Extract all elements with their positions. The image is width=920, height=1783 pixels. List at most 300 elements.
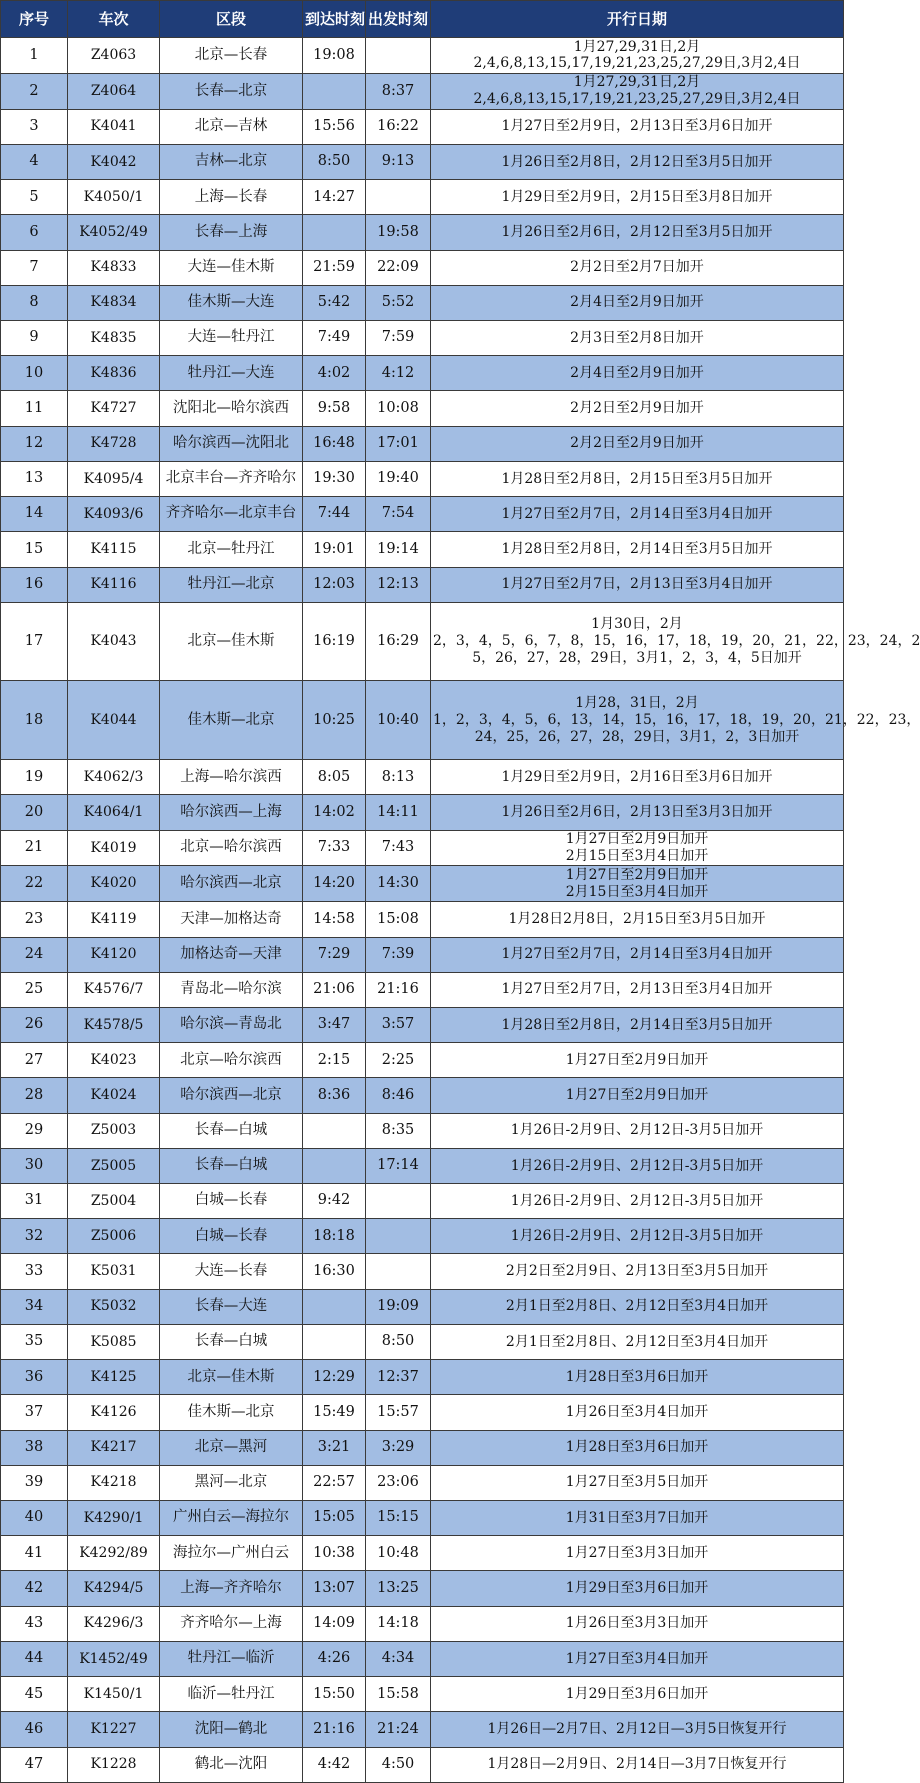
route: 鹤北—沈阳	[160, 1747, 303, 1782]
route: 长春—白城	[160, 1324, 303, 1359]
route: 上海—哈尔滨西	[160, 760, 303, 795]
table-row	[1, 1360, 844, 1395]
header-arrival: 到达时刻	[303, 1, 366, 38]
route: 北京—哈尔滨西	[160, 1043, 303, 1078]
arrival-time	[303, 73, 366, 109]
date-line: 1月27日至2月7日，2月13日至3月4日加开	[501, 981, 773, 998]
arrival-time: 22:57	[303, 1465, 366, 1500]
arrival-time: 8:05	[303, 760, 366, 795]
table-row	[1, 1747, 844, 1782]
table-row	[1, 320, 844, 355]
row-number: 20	[1, 795, 68, 830]
arrival-time: 3:47	[303, 1007, 366, 1042]
row-number: 10	[1, 356, 68, 391]
table-row	[1, 1501, 844, 1536]
train-number: K4834	[68, 285, 160, 320]
row-number: 40	[1, 1501, 68, 1536]
row-number: 43	[1, 1606, 68, 1641]
date-line: 2月2日至2月9日、2月13日至3月5日加开	[505, 1263, 769, 1280]
date-line: 1月27,29,31日,2月	[573, 74, 701, 91]
operating-dates	[431, 937, 844, 972]
row-number: 34	[1, 1289, 68, 1324]
row-number: 37	[1, 1395, 68, 1430]
route: 齐齐哈尔—北京丰台	[160, 497, 303, 532]
table-row	[1, 1184, 844, 1219]
date-line: 1月29日至2月9日，2月15日至3月8日加开	[501, 188, 773, 205]
train-number: K4050/1	[68, 180, 160, 215]
arrival-time: 16:48	[303, 426, 366, 461]
table-row	[1, 1395, 844, 1430]
row-number: 31	[1, 1184, 68, 1219]
departure-time: 7:59	[366, 320, 431, 355]
table-row	[1, 1219, 844, 1254]
train-number: K5032	[68, 1289, 160, 1324]
departure-time: 8:37	[366, 73, 431, 109]
row-number: 22	[1, 866, 68, 902]
train-number: Z4063	[68, 38, 160, 74]
table-row	[1, 567, 844, 602]
row-number: 38	[1, 1430, 68, 1465]
departure-time: 2:25	[366, 1043, 431, 1078]
departure-time: 7:39	[366, 937, 431, 972]
operating-dates	[431, 1078, 844, 1113]
arrival-time: 4:02	[303, 356, 366, 391]
operating-dates	[431, 1712, 844, 1747]
train-number: K4064/1	[68, 795, 160, 830]
operating-dates	[431, 285, 844, 320]
departure-time: 4:50	[366, 1747, 431, 1782]
operating-dates	[431, 215, 844, 250]
row-number: 18	[1, 681, 68, 760]
train-number: K4024	[68, 1078, 160, 1113]
date-line: 1月28日至2月8日，2月14日至3月5日加开	[501, 540, 773, 557]
arrival-time: 14:09	[303, 1606, 366, 1641]
train-number: K1452/49	[68, 1641, 160, 1676]
operating-dates	[431, 902, 844, 937]
operating-dates	[431, 1747, 844, 1782]
departure-time: 8:46	[366, 1078, 431, 1113]
arrival-time: 19:08	[303, 38, 366, 74]
header-row	[1, 1, 844, 38]
route: 长春—大连	[160, 1289, 303, 1324]
date-line: 1月26日—2月7日、2月12日—3月5日恢复开行	[487, 1721, 787, 1738]
route: 哈尔滨西—北京	[160, 866, 303, 902]
date-line: 1，2，3，4，5，6，13，14，15，16，17，18，19，20，21，22，23，	[433, 711, 920, 728]
train-number: K4294/5	[68, 1571, 160, 1606]
date-line: 1月28，31日，2月	[575, 695, 699, 712]
row-number: 42	[1, 1571, 68, 1606]
arrival-time: 9:42	[303, 1184, 366, 1219]
departure-time: 7:54	[366, 497, 431, 532]
arrival-time: 15:56	[303, 109, 366, 144]
header-no: 序号	[1, 1, 68, 38]
departure-time: 5:52	[366, 285, 431, 320]
operating-dates	[431, 1677, 844, 1712]
departure-time: 21:24	[366, 1712, 431, 1747]
operating-dates	[431, 109, 844, 144]
date-line: 1月26日至3月4日加开	[565, 1404, 709, 1421]
arrival-time: 15:50	[303, 1677, 366, 1712]
table-row	[1, 38, 844, 74]
row-number: 16	[1, 567, 68, 602]
train-number: K4119	[68, 902, 160, 937]
train-number: K4835	[68, 320, 160, 355]
route: 北京—牡丹江	[160, 532, 303, 567]
table-row	[1, 902, 844, 937]
operating-dates	[431, 567, 844, 602]
arrival-time: 4:42	[303, 1747, 366, 1782]
route: 牡丹江—临沂	[160, 1641, 303, 1676]
operating-dates	[431, 180, 844, 215]
train-number: K4125	[68, 1360, 160, 1395]
date-line: 1月26日至2月8日，2月12日至3月5日加开	[501, 153, 773, 170]
row-number: 2	[1, 73, 68, 109]
route: 北京—佳木斯	[160, 1360, 303, 1395]
date-line: 2，3，4，5，6，7，8，15，16，17，18，19，20，21，22，23，24，2	[433, 633, 920, 650]
train-number: Z4064	[68, 73, 160, 109]
arrival-time: 14:27	[303, 180, 366, 215]
arrival-time: 7:33	[303, 830, 366, 866]
operating-dates	[431, 1148, 844, 1183]
route: 青岛北—哈尔滨	[160, 972, 303, 1007]
table-row	[1, 1148, 844, 1183]
departure-time: 17:01	[366, 426, 431, 461]
train-number: K5085	[68, 1324, 160, 1359]
operating-dates	[431, 1606, 844, 1641]
table-row	[1, 1007, 844, 1042]
date-line: 2月2日至2月7日加开	[570, 259, 704, 276]
date-line: 1月26日-2月9日、2月12日-3月5日加开	[510, 1122, 764, 1139]
operating-dates	[431, 532, 844, 567]
row-number: 7	[1, 250, 68, 285]
departure-time: 10:48	[366, 1536, 431, 1571]
route: 佳木斯—北京	[160, 681, 303, 760]
departure-time: 4:12	[366, 356, 431, 391]
table-row	[1, 1430, 844, 1465]
train-number: K1450/1	[68, 1677, 160, 1712]
row-number: 8	[1, 285, 68, 320]
operating-dates	[431, 144, 844, 179]
train-number: K4095/4	[68, 461, 160, 496]
train-number: Z5006	[68, 1219, 160, 1254]
date-line: 1月28日至3月6日加开	[565, 1368, 709, 1385]
row-number: 23	[1, 902, 68, 937]
row-number: 35	[1, 1324, 68, 1359]
operating-dates	[431, 1641, 844, 1676]
date-line: 2月4日至2月9日加开	[570, 364, 704, 381]
table-row	[1, 1113, 844, 1148]
departure-time: 8:35	[366, 1113, 431, 1148]
train-number: K1227	[68, 1712, 160, 1747]
table-row	[1, 1712, 844, 1747]
departure-time: 14:18	[366, 1606, 431, 1641]
row-number: 39	[1, 1465, 68, 1500]
row-number: 4	[1, 144, 68, 179]
arrival-time: 10:38	[303, 1536, 366, 1571]
date-line: 2,4,6,8,13,15,17,19,21,23,25,27,29日,3月2,4日	[473, 91, 801, 108]
route: 北京—哈尔滨西	[160, 830, 303, 866]
table-row	[1, 1536, 844, 1571]
operating-dates	[431, 830, 844, 866]
train-number: K4296/3	[68, 1606, 160, 1641]
train-number: K4120	[68, 937, 160, 972]
operating-dates	[431, 356, 844, 391]
date-line: 1月27日至2月9日加开	[565, 1051, 709, 1068]
departure-time: 7:43	[366, 830, 431, 866]
arrival-time	[303, 1113, 366, 1148]
table-row	[1, 795, 844, 830]
operating-dates	[431, 1465, 844, 1500]
operating-dates	[431, 1043, 844, 1078]
arrival-time: 15:05	[303, 1501, 366, 1536]
departure-time	[366, 180, 431, 215]
header-departure: 出发时刻	[366, 1, 431, 38]
train-number: K4290/1	[68, 1501, 160, 1536]
row-number: 29	[1, 1113, 68, 1148]
date-line: 1月27日至2月9日加开	[565, 1087, 709, 1104]
date-line: 1月26日-2月9日、2月12日-3月5日加开	[510, 1192, 764, 1209]
date-line: 1月27日至2月9日，2月13日至3月6日加开	[501, 118, 773, 135]
operating-dates	[431, 972, 844, 1007]
route: 临沂—牡丹江	[160, 1677, 303, 1712]
operating-dates	[431, 1254, 844, 1289]
operating-dates	[431, 760, 844, 795]
table-row	[1, 1043, 844, 1078]
table-row	[1, 180, 844, 215]
operating-dates	[431, 426, 844, 461]
train-number: K4023	[68, 1043, 160, 1078]
arrival-time: 19:01	[303, 532, 366, 567]
departure-time: 8:50	[366, 1324, 431, 1359]
arrival-time: 8:36	[303, 1078, 366, 1113]
row-number: 44	[1, 1641, 68, 1676]
arrival-time: 12:29	[303, 1360, 366, 1395]
table-row	[1, 1078, 844, 1113]
row-number: 26	[1, 1007, 68, 1042]
table-row	[1, 760, 844, 795]
departure-time: 16:22	[366, 109, 431, 144]
table-row	[1, 250, 844, 285]
route: 长春—上海	[160, 215, 303, 250]
table-row	[1, 1641, 844, 1676]
row-number: 6	[1, 215, 68, 250]
date-line: 1月27日至3月5日加开	[565, 1474, 709, 1491]
date-line: 1月28日至2月8日，2月14日至3月5日加开	[501, 1016, 773, 1033]
departure-time: 19:40	[366, 461, 431, 496]
arrival-time: 18:18	[303, 1219, 366, 1254]
departure-time	[366, 1184, 431, 1219]
operating-dates	[431, 795, 844, 830]
route: 上海—长春	[160, 180, 303, 215]
operating-dates	[431, 1395, 844, 1430]
arrival-time: 7:49	[303, 320, 366, 355]
row-number: 25	[1, 972, 68, 1007]
operating-dates	[431, 1007, 844, 1042]
departure-time: 4:34	[366, 1641, 431, 1676]
train-number: K4044	[68, 681, 160, 760]
train-number: K4728	[68, 426, 160, 461]
date-line: 2月4日至2月9日加开	[570, 294, 704, 311]
departure-time: 3:29	[366, 1430, 431, 1465]
train-number: K4043	[68, 602, 160, 681]
operating-dates	[431, 73, 844, 109]
route: 广州白云—海拉尔	[160, 1501, 303, 1536]
train-number: K5031	[68, 1254, 160, 1289]
row-number: 28	[1, 1078, 68, 1113]
date-line: 2月1日至2月8日、2月12日至3月4日加开	[505, 1298, 769, 1315]
route: 北京丰台—齐齐哈尔	[160, 461, 303, 496]
route: 上海—齐齐哈尔	[160, 1571, 303, 1606]
departure-time: 8:13	[366, 760, 431, 795]
row-number: 11	[1, 391, 68, 426]
table-body	[1, 38, 920, 1783]
route: 哈尔滨西—北京	[160, 1078, 303, 1113]
row-number: 19	[1, 760, 68, 795]
date-line: 1月29日至3月6日加开	[565, 1685, 709, 1702]
arrival-time: 21:06	[303, 972, 366, 1007]
date-line: 1月28日2月8日，2月15日至3月5日加开	[508, 910, 766, 927]
arrival-time	[303, 1148, 366, 1183]
arrival-time: 5:42	[303, 285, 366, 320]
route: 长春—北京	[160, 73, 303, 109]
date-line: 1月27日至2月7日，2月13日至3月4日加开	[501, 576, 773, 593]
date-line: 2月3日至2月8日加开	[570, 329, 704, 346]
departure-time: 21:16	[366, 972, 431, 1007]
date-line: 1月28日—2月9日、2月14日—3月7日恢复开行	[487, 1756, 787, 1773]
arrival-time: 21:16	[303, 1712, 366, 1747]
arrival-time: 10:25	[303, 681, 366, 760]
route: 白城—长春	[160, 1219, 303, 1254]
row-number: 32	[1, 1219, 68, 1254]
date-line: 1月27日至3月4日加开	[565, 1650, 709, 1667]
operating-dates	[431, 602, 920, 681]
table-row	[1, 356, 844, 391]
departure-time: 23:06	[366, 1465, 431, 1500]
route: 海拉尔—广州白云	[160, 1536, 303, 1571]
route: 长春—白城	[160, 1148, 303, 1183]
row-number: 5	[1, 180, 68, 215]
departure-time: 12:13	[366, 567, 431, 602]
train-number: Z5003	[68, 1113, 160, 1148]
row-number: 1	[1, 38, 68, 74]
route: 天津—加格达奇	[160, 902, 303, 937]
departure-time: 15:15	[366, 1501, 431, 1536]
departure-time: 12:37	[366, 1360, 431, 1395]
arrival-time: 13:07	[303, 1571, 366, 1606]
arrival-time: 8:50	[303, 144, 366, 179]
date-line: 2月15日至3月4日加开	[565, 883, 709, 900]
arrival-time: 4:26	[303, 1641, 366, 1676]
departure-time: 15:58	[366, 1677, 431, 1712]
date-line: 5，26，27，28，29日，3月1，2，3，4，5日加开	[472, 649, 802, 666]
row-number: 3	[1, 109, 68, 144]
route: 牡丹江—大连	[160, 356, 303, 391]
arrival-time: 16:19	[303, 602, 366, 681]
route: 大连—牡丹江	[160, 320, 303, 355]
table-row	[1, 215, 844, 250]
train-number: K4093/6	[68, 497, 160, 532]
table-row	[1, 391, 844, 426]
table-row	[1, 1324, 844, 1359]
train-number: K4116	[68, 567, 160, 602]
table-row	[1, 1289, 844, 1324]
arrival-time: 16:30	[303, 1254, 366, 1289]
operating-dates	[431, 1184, 844, 1219]
row-number: 36	[1, 1360, 68, 1395]
train-number: K4218	[68, 1465, 160, 1500]
departure-time: 10:40	[366, 681, 431, 760]
departure-time: 14:11	[366, 795, 431, 830]
row-number: 27	[1, 1043, 68, 1078]
operating-dates	[431, 681, 920, 760]
operating-dates	[431, 1289, 844, 1324]
arrival-time: 15:49	[303, 1395, 366, 1430]
table-row	[1, 1254, 844, 1289]
route: 哈尔滨西—上海	[160, 795, 303, 830]
date-line: 2,4,6,8,13,15,17,19,21,23,25,27,29日,3月2,4日	[473, 55, 801, 72]
arrival-time	[303, 215, 366, 250]
operating-dates	[431, 1571, 844, 1606]
date-line: 1月26日-2月9日、2月12日-3月5日加开	[510, 1227, 764, 1244]
train-number: K4042	[68, 144, 160, 179]
header-route: 区段	[160, 1, 303, 38]
departure-time: 3:57	[366, 1007, 431, 1042]
operating-dates	[431, 461, 844, 496]
date-line: 1月26日-2月9日、2月12日-3月5日加开	[510, 1157, 764, 1174]
departure-time: 15:57	[366, 1395, 431, 1430]
arrival-time	[303, 1324, 366, 1359]
train-number: K4115	[68, 532, 160, 567]
train-number: K1228	[68, 1747, 160, 1782]
date-line: 1月29日至3月6日加开	[565, 1580, 709, 1597]
operating-dates	[431, 1430, 844, 1465]
date-line: 1月27日至2月7日，2月14日至3月4日加开	[501, 946, 773, 963]
train-number: K4052/49	[68, 215, 160, 250]
table-row	[1, 285, 844, 320]
train-number: Z5005	[68, 1148, 160, 1183]
table-row	[1, 937, 844, 972]
operating-dates	[431, 1324, 844, 1359]
train-number: K4126	[68, 1395, 160, 1430]
route: 齐齐哈尔—上海	[160, 1606, 303, 1641]
row-number: 9	[1, 320, 68, 355]
operating-dates	[431, 320, 844, 355]
row-number: 13	[1, 461, 68, 496]
train-number: K4041	[68, 109, 160, 144]
departure-time	[366, 1254, 431, 1289]
date-line: 1月28日至2月8日，2月15日至3月5日加开	[501, 470, 773, 487]
operating-dates	[431, 866, 844, 902]
operating-dates	[431, 497, 844, 532]
route: 沈阳—鹤北	[160, 1712, 303, 1747]
train-number: K4019	[68, 830, 160, 866]
route: 牡丹江—北京	[160, 567, 303, 602]
row-number: 17	[1, 602, 68, 681]
table-row	[1, 73, 844, 109]
row-number: 15	[1, 532, 68, 567]
train-number: K4833	[68, 250, 160, 285]
arrival-time: 12:03	[303, 567, 366, 602]
table-row	[1, 144, 844, 179]
route: 白城—长春	[160, 1184, 303, 1219]
row-number: 30	[1, 1148, 68, 1183]
arrival-time: 14:58	[303, 902, 366, 937]
row-number: 46	[1, 1712, 68, 1747]
operating-dates	[431, 38, 844, 74]
arrival-time: 14:20	[303, 866, 366, 902]
table-row	[1, 602, 844, 681]
arrival-time: 19:30	[303, 461, 366, 496]
